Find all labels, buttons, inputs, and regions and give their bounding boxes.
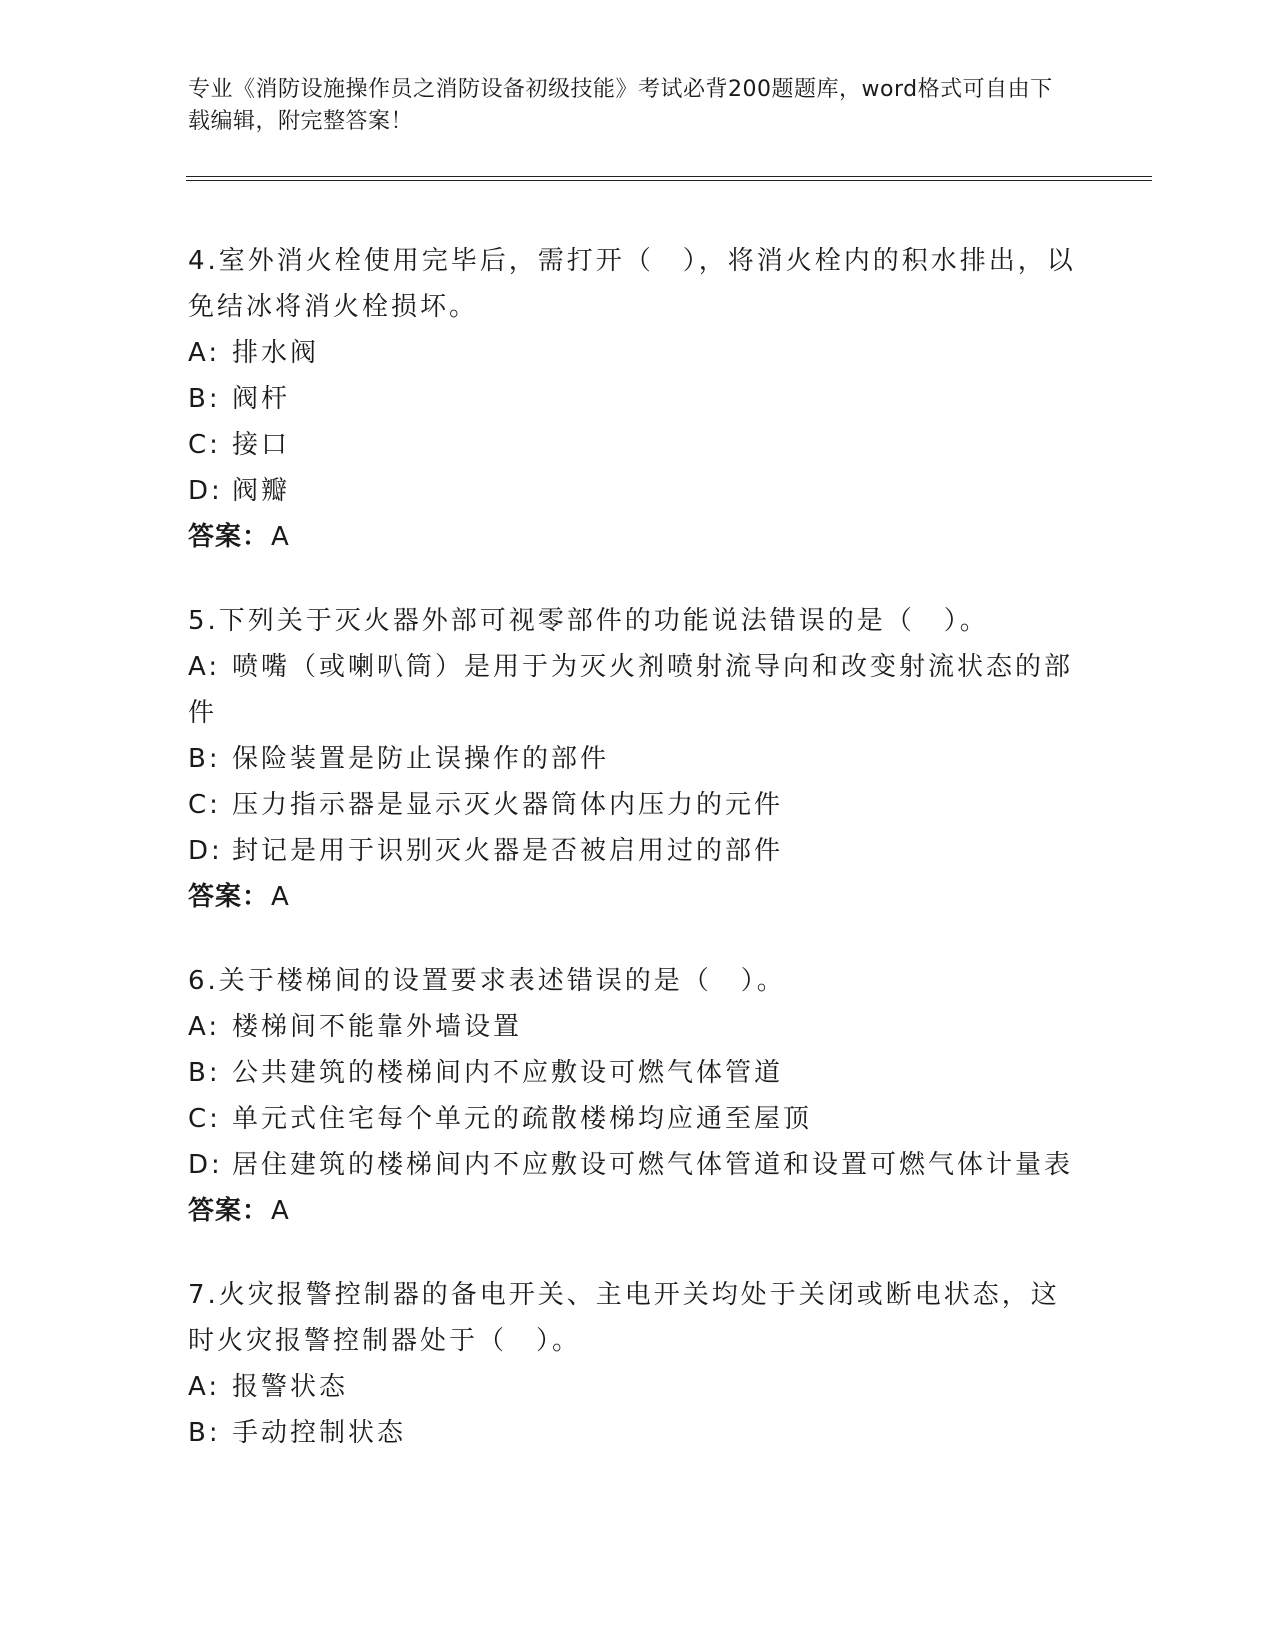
question-stem: 5.下列关于灭火器外部可视零部件的功能说法错误的是（ ）。 (188, 606, 989, 636)
option-text: 手动控制状态 (232, 1418, 407, 1448)
answer-value: A (271, 1196, 290, 1226)
answer-label: 答案： (188, 1196, 270, 1226)
question-stem: 6.关于楼梯间的设置要求表述错误的是（ ）。 (188, 966, 786, 996)
answer-value: A (271, 522, 290, 552)
question-stem: 7.火灾报警控制器的备电开关、主电开关均处于关闭或断电状态，这时火灾报警控制器处于（ ）。 (188, 1280, 1060, 1356)
option-label: B: (188, 744, 221, 774)
option-b (188, 736, 1088, 782)
header-divider (186, 176, 1152, 181)
question-stem: 4.室外消火栓使用完毕后，需打开（ ），将消火栓内的积水排出，以免结冰将消火栓损坏。 (188, 246, 1076, 322)
option-text: 喷嘴（或喇叭筒）是用于为灭火剂喷射流导向和改变射流状态的部件 (188, 652, 1074, 728)
option-label: B: (188, 1058, 221, 1088)
option-label: A: (188, 652, 221, 682)
option-label: A: (188, 1372, 221, 1402)
option-text: 压力指示器是显示灭火器筒体内压力的元件 (232, 790, 784, 820)
option-d (188, 828, 1088, 874)
option-label: C: (188, 790, 221, 820)
option-label: A: (188, 338, 221, 368)
option-text: 阀杆 (232, 384, 291, 414)
option-a (188, 1004, 1088, 1050)
option-label: D: (188, 1150, 223, 1180)
option-text: 居住建筑的楼梯间内不应敷设可燃气体管道和设置可燃气体计量表 (232, 1150, 1074, 1180)
option-a (188, 330, 1088, 376)
option-text: 阀瓣 (232, 476, 291, 506)
option-label: A: (188, 1012, 221, 1042)
option-b (188, 376, 1088, 422)
option-label: B: (188, 1418, 221, 1448)
option-a (188, 1364, 1088, 1410)
answer-line (188, 1188, 1088, 1234)
option-a (188, 644, 1088, 736)
option-label: C: (188, 1104, 221, 1134)
option-label: C: (188, 430, 221, 460)
option-c (188, 782, 1088, 828)
option-c (188, 1096, 1088, 1142)
answer-label: 答案： (188, 882, 270, 912)
option-text: 保险装置是防止误操作的部件 (232, 744, 610, 774)
option-label: D: (188, 836, 223, 866)
question-list (188, 238, 1088, 1494)
option-text: 接口 (232, 430, 291, 460)
page-header: 专业《消防设施操作员之消防设备初级技能》考试必背200题题库，word格式可自由下载编辑，附完整答案！ (188, 77, 1053, 134)
answer-value: A (271, 882, 290, 912)
option-text: 报警状态 (232, 1372, 349, 1402)
question-item (188, 238, 1088, 560)
option-c (188, 422, 1088, 468)
question-item (188, 958, 1088, 1234)
option-label: D: (188, 476, 223, 506)
option-d (188, 1142, 1088, 1188)
option-label: B: (188, 384, 221, 414)
option-text: 公共建筑的楼梯间内不应敷设可燃气体管道 (232, 1058, 784, 1088)
question-item (188, 598, 1088, 920)
option-text: 封记是用于识别灭火器是否被启用过的部件 (232, 836, 784, 866)
option-text: 单元式住宅每个单元的疏散楼梯均应通至屋顶 (232, 1104, 813, 1134)
option-text: 楼梯间不能靠外墙设置 (232, 1012, 523, 1042)
option-b (188, 1410, 1088, 1456)
answer-line (188, 514, 1088, 560)
question-item (188, 1272, 1088, 1456)
answer-line (188, 874, 1088, 920)
option-b (188, 1050, 1088, 1096)
option-d (188, 468, 1088, 514)
option-text: 排水阀 (232, 338, 320, 368)
answer-label: 答案： (188, 522, 270, 552)
